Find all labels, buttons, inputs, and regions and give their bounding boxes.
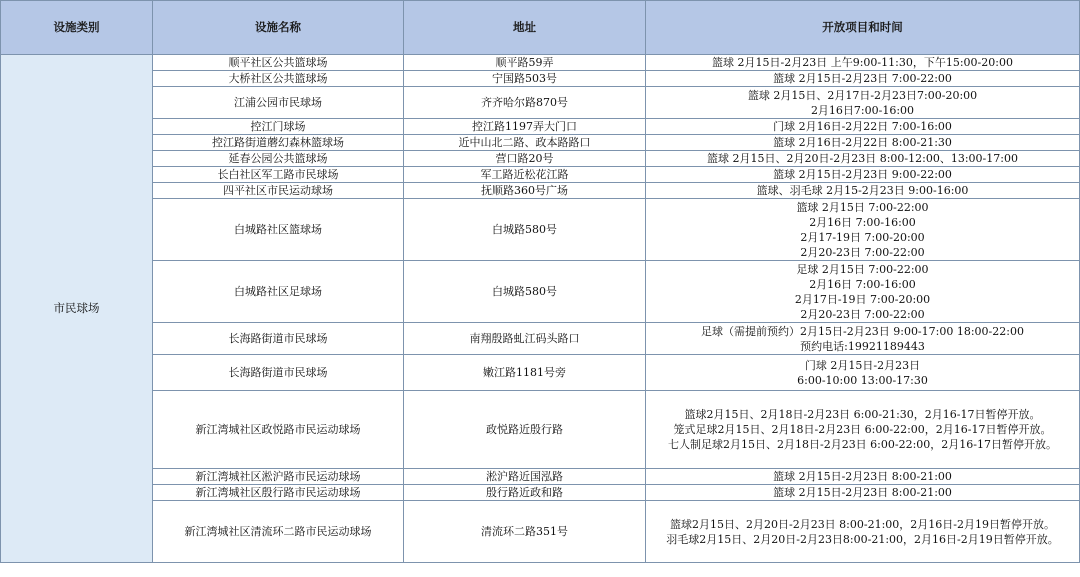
header-name: 设施名称 — [153, 1, 404, 55]
hours-line: 篮球、羽毛球 2月15-2月23日 9:00-16:00 — [756, 184, 969, 197]
hours-cell — [646, 87, 1080, 119]
hours-line: 七人制足球2月15日、2月18日-2月23日 6:00-22:00，2月16-17日暂停开放。 — [667, 438, 1058, 451]
facility-name-cell: 白城路社区足球场 — [153, 261, 404, 323]
address-cell: 白城路580号 — [404, 261, 646, 323]
hours-line: 篮球 2月15日 7:00-22:00 — [796, 200, 929, 214]
hours-cell — [646, 167, 1080, 183]
hours-line: 2月20-23日 7:00-22:00 — [800, 245, 925, 259]
facility-name-cell: 大桥社区公共篮球场 — [153, 71, 404, 87]
hours-line: 羽毛球2月15日、2月20日-2月23日8:00-21:00，2月16日-2月19日暂停开放。 — [666, 532, 1059, 546]
hours-cell — [646, 135, 1080, 151]
table-row — [1, 199, 1080, 261]
hours-line: 门球 2月16日-2月22日 7:00-16:00 — [773, 120, 952, 133]
address-cell: 控江路1197弄大门口 — [404, 119, 646, 135]
header-address: 地址 — [404, 1, 646, 55]
table-row — [1, 135, 1080, 151]
hours-line: 篮球 2月16日-2月22日 8:00-21:30 — [773, 136, 952, 149]
table-row — [1, 151, 1080, 167]
hours-line: 足球 2月15日 7:00-22:00 — [796, 262, 929, 276]
hours-line: 门球 2月15日-2月23日 — [804, 358, 921, 372]
table-row — [1, 323, 1080, 355]
facility-name-cell: 白城路社区篮球场 — [153, 199, 404, 261]
hours-cell — [646, 391, 1080, 469]
facility-name-cell: 新江湾城社区殷行路市民运动球场 — [153, 485, 404, 501]
facility-name-cell: 长海路街道市民球场 — [153, 323, 404, 355]
address-cell: 军工路近松花江路 — [404, 167, 646, 183]
facility-name-cell: 新江湾城社区淞沪路市民运动球场 — [153, 469, 404, 485]
hours-line: 篮球 2月15日-2月23日 8:00-21:00 — [773, 486, 952, 499]
hours-line: 笼式足球2月15日、2月18日-2月23日 6:00-22:00，2月16-17日暂停开放。 — [673, 423, 1052, 436]
hours-cell — [646, 469, 1080, 485]
hours-cell — [646, 183, 1080, 199]
facility-name-cell: 顺平社区公共篮球场 — [153, 55, 404, 71]
address-cell: 抚顺路360号广场 — [404, 183, 646, 199]
table-row — [1, 87, 1080, 119]
hours-line: 篮球 2月15日-2月23日 9:00-22:00 — [773, 168, 952, 181]
category-cell: 市民球场 — [1, 55, 153, 563]
facility-name-cell: 江浦公园市民球场 — [153, 87, 404, 119]
table-row — [1, 119, 1080, 135]
hours-line: 篮球 2月15日、2月20日-2月23日 8:00-12:00、13:00-17:00 — [707, 152, 1018, 165]
table-row — [1, 261, 1080, 323]
hours-line: 篮球 2月15日-2月23日 8:00-21:00 — [773, 470, 952, 483]
hours-cell — [646, 261, 1080, 323]
table-row — [1, 167, 1080, 183]
hours-line: 6:00-10:00 13:00-17:30 — [797, 373, 928, 387]
hours-line: 篮球 2月15日-2月23日 上午9:00-11:30，下午15:00-20:00 — [712, 56, 1013, 69]
table-row — [1, 391, 1080, 469]
hours-cell — [646, 501, 1080, 563]
address-cell: 齐齐哈尔路870号 — [404, 87, 646, 119]
hours-line: 2月17-19日 7:00-20:00 — [800, 230, 925, 244]
hours-line: 2月17日-19日 7:00-20:00 — [794, 292, 931, 306]
table-row — [1, 469, 1080, 485]
facility-name-cell: 长海路街道市民球场 — [153, 355, 404, 391]
table-row — [1, 355, 1080, 391]
address-cell: 淞沪路近国泓路 — [404, 469, 646, 485]
facility-name-cell: 新江湾城社区政悦路市民运动球场 — [153, 391, 404, 469]
hours-cell — [646, 199, 1080, 261]
hours-line: 2月16日7:00-16:00 — [810, 103, 915, 117]
header-category: 设施类别 — [1, 1, 153, 55]
facility-name-cell: 控江路街道蘑幻森林篮球场 — [153, 135, 404, 151]
hours-line: 2月16日 7:00-16:00 — [809, 277, 916, 291]
address-cell: 南翔殷路虬江码头路口 — [404, 323, 646, 355]
address-cell: 营口路20号 — [404, 151, 646, 167]
address-cell: 顺平路59弄 — [404, 55, 646, 71]
facility-name-cell: 新江湾城社区清流环二路市民运动球场 — [153, 501, 404, 563]
hours-line: 2月16日 7:00-16:00 — [809, 215, 916, 229]
table-body — [1, 55, 1080, 563]
facility-name-cell: 控江门球场 — [153, 119, 404, 135]
hours-line: 预约电话:19921189443 — [800, 339, 925, 353]
table-row — [1, 71, 1080, 87]
address-cell: 白城路580号 — [404, 199, 646, 261]
address-cell: 殷行路近政和路 — [404, 485, 646, 501]
address-cell: 宁国路503号 — [404, 71, 646, 87]
address-cell: 近中山北二路、政本路路口 — [404, 135, 646, 151]
hours-cell — [646, 151, 1080, 167]
hours-line: 2月20-23日 7:00-22:00 — [800, 307, 925, 321]
address-cell: 嫩江路1181号旁 — [404, 355, 646, 391]
hours-line: 篮球 2月15日、2月17日-2月23日7:00-20:00 — [747, 88, 978, 102]
hours-line: 篮球2月15日、2月18日-2月23日 6:00-21:30，2月16-17日暂停开放。 — [684, 408, 1041, 421]
table-row — [1, 485, 1080, 501]
header-hours: 开放项目和时间 — [646, 1, 1080, 55]
hours-line: 足球（需提前预约）2月15日-2月23日 9:00-17:00 18:00-22:00 — [701, 324, 1024, 338]
facility-name-cell: 延春公园公共篮球场 — [153, 151, 404, 167]
facility-name-cell: 长白社区军工路市民球场 — [153, 167, 404, 183]
facility-name-cell: 四平社区市民运动球场 — [153, 183, 404, 199]
header-row — [1, 1, 1080, 55]
hours-cell — [646, 55, 1080, 71]
hours-cell — [646, 323, 1080, 355]
table-row — [1, 183, 1080, 199]
hours-cell — [646, 485, 1080, 501]
hours-line: 篮球2月15日、2月20日-2月23日 8:00-21:00，2月16日-2月19日暂停开放。 — [669, 517, 1056, 531]
hours-cell — [646, 119, 1080, 135]
hours-cell — [646, 355, 1080, 391]
address-cell: 清流环二路351号 — [404, 501, 646, 563]
table-row — [1, 55, 1080, 71]
address-cell: 政悦路近殷行路 — [404, 391, 646, 469]
table-row — [1, 501, 1080, 563]
hours-line: 篮球 2月15日-2月23日 7:00-22:00 — [773, 72, 952, 85]
hours-cell — [646, 71, 1080, 87]
